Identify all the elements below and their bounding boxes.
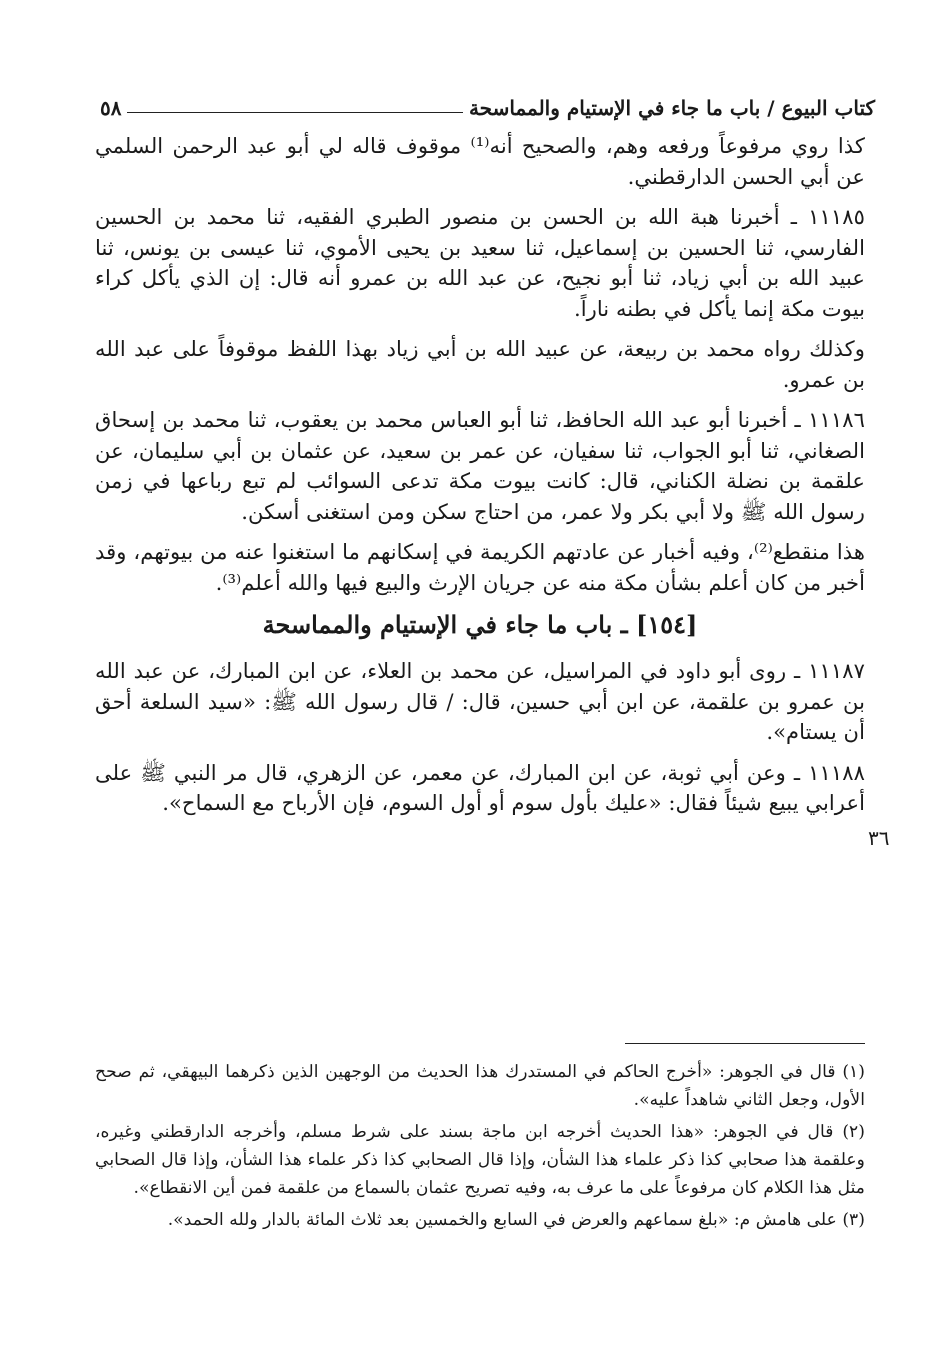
header-rule [127, 112, 462, 113]
paragraph: هذا منقطع⁽²⁾، وفيه أخبار عن عادتهم الكريمة في إسكانهم ما استغنوا عنه من بيوتهم، وقد أخبر من كان أعلم بشأن مكة منه عن جريان الإرث والبيع فيها والله أعلم⁽³⁾. [95, 539, 865, 595]
footnote-2: (٢) قال في الجوهر: «هذا الحديث أخرجه ابن ماجة بسند على شرط مسلم، وأخرجه الدارقطني وغيره، وعلقمة هذا صحابي كذا ذكر علماء هذا الشأن، وإذا قال الصحابي كذا ذكر علماء هذا الشأن، وإذا قال الصحابي مثل هذا الكلام كان مرفوعاً على ما عرف به، وفيه تصريح عثمان بالسماع من علقمة فمن أين الانقطاع». [95, 1122, 865, 1198]
main-text [95, 125, 865, 829]
page-number: ٥٨ [100, 96, 122, 120]
hadith-11186: ١١١٨٦ ـ أخبرنا أبو عبد الله الحافظ، ثنا أبو العباس محمد بن يعقوب، ثنا محمد بن إسحاق الصغاني، ثنا أبو الجواب، ثنا سفيان، عن عمر بن سعيد، عن عثمان بن أبي سليمان، عن علقمة بن نضلة الكناني، قال: كانت بيوت مكة تدعى السوائب لم تبع رباعها في زمن رسول الله ﷺ ولا أبي بكر ولا عمر، من احتاج سكن ومن استغنى أسكن. [95, 407, 865, 524]
hadith-11188: ١١١٨٨ ـ وعن أبي ثوبة، عن ابن المبارك، عن معمر، عن الزهري، قال مر النبي ﷺ على أعرابي يبيع شيئاً فقال: «عليك بأول سوم أو أول السوم، فإن الأرباح مع السماح». [95, 759, 865, 815]
hadith-11185: ١١١٨٥ ـ أخبرنا هبة الله بن الحسن بن منصور الطبري الفقيه، ثنا محمد بن الحسين الفارسي، ثنا الحسين بن إسماعيل، ثنا سعيد بن يحيى الأموي، ثنا عيسى بن يونس، ثنا عبيد الله بن أبي زياد، ثنا أبو نجيح، عن عبد الله بن عمرو أنه قال: إن الذي يأكل كراء بيوت مكة إنما يأكل في بطنه ناراً. [95, 204, 865, 321]
footnote-3: (٣) على هامش م: «بلغ سماعهم والعرض في السابع والخمسين بعد ثلاث المائة بالدار ولله الحمد». [167, 1210, 865, 1230]
paragraph: كذا روي مرفوعاً ورفعه وهم، والصحيح أنه⁽¹⁾ موقوف قاله لي أبو عبد الرحمن السلمي عن أبي الحسن الدارقطني. [95, 133, 865, 189]
hadith-11187: ١١١٨٧ ـ روى أبو داود في المراسيل، عن محمد بن العلاء، عن ابن المبارك، عن عبد الله بن عمرو بن علقمة، عن ابن أبي حسين، قال: / قال رسول الله ﷺ: «سيد السلعة أحق أن يستام». [95, 658, 865, 744]
footnote-divider [625, 1043, 865, 1044]
footnote-1: (١) قال في الجوهر: «أخرج الحاكم في المستدرك هذا الحديث من الوجهين الذين ذكرهما البيهقي، ثم صحح الأول، وجعل الثاني شاهداً عليه». [95, 1062, 865, 1110]
chapter-heading: [١٥٤] ـ باب ما جاء في الإستيام والمماسحة [262, 610, 698, 639]
running-title: كتاب البيوع / باب ما جاء في الإستيام والمماسحة [468, 96, 875, 120]
margin-folio-number: ٣٦ [868, 826, 890, 850]
page-header [100, 82, 875, 120]
paragraph: وكذلك رواه محمد بن ربيعة، عن عبيد الله بن أبي زياد بهذا اللفظ موقوفاً على عبد الله بن عمرو. [95, 336, 865, 392]
footnotes [95, 1058, 865, 1238]
